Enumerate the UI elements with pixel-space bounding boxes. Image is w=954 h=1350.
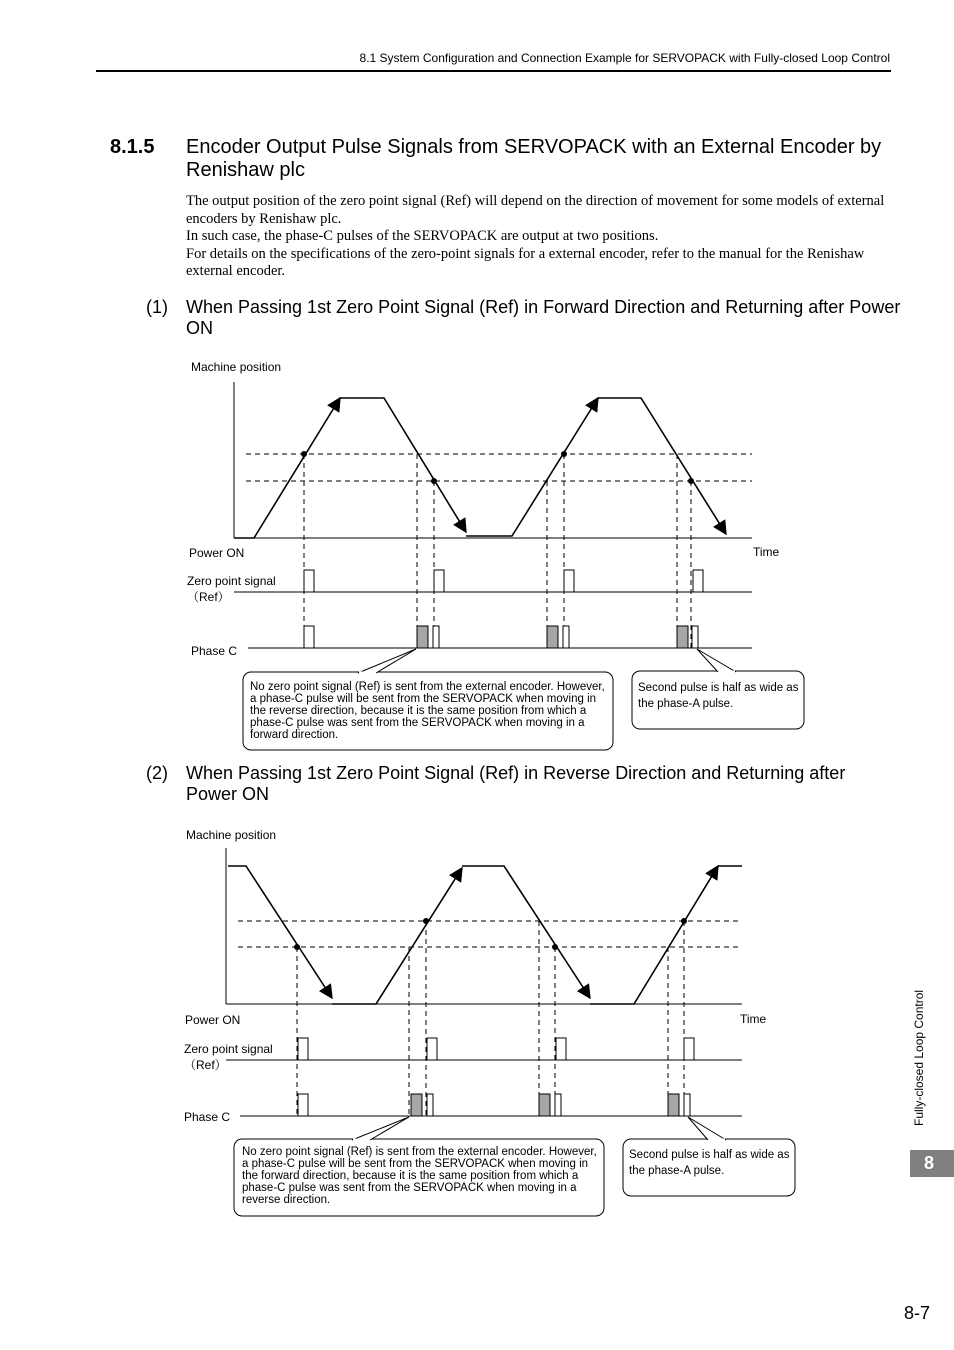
phase-c-pulse-half: [433, 626, 439, 648]
ref-pulse: [693, 570, 703, 592]
phase-c-pulse-half: [684, 1094, 690, 1116]
time-label: Time: [740, 1012, 767, 1026]
ref-pulse: [556, 1038, 566, 1060]
trajectory-fall-2: [598, 398, 726, 534]
callout-right-text: Second pulse is half as wide as the phase-A pulse.: [638, 682, 799, 710]
phase-c-pulse-gray: [539, 1094, 550, 1116]
ref-pulse: [298, 1038, 308, 1060]
phase-c-pulse-gray: [411, 1094, 422, 1116]
trajectory-rise-1: [234, 398, 340, 538]
subsection-2-number: (2): [146, 763, 168, 783]
phase-c-pulse: [304, 626, 314, 648]
callout-right-pointer: [688, 1117, 726, 1140]
time-label: Time: [753, 545, 780, 559]
machine-position-label: Machine position: [191, 360, 282, 374]
ref-pulse: [304, 570, 314, 592]
paragraph-2: In such case, the phase-C pulses of the SERVOPACK are output at two positions.: [186, 228, 659, 244]
ref-pulse: [684, 1038, 694, 1060]
phase-c-pulse-gray: [677, 626, 688, 648]
section-title: Encoder Output Pulse Signals from SERVOPACK with an External Encoder by Renishaw plc: [186, 136, 882, 181]
chapter-tab: 8: [910, 1150, 954, 1177]
trajectory-rise-1: [332, 868, 462, 1004]
callout-left-text: No zero point signal (Ref) is sent from the external encoder. However, a phase-C pulse will be sent from the SERVOPACK when moving in the reverse direction, because it is the same position from which a phase-C pulse was sent from the SERVOPACK when moving in a forward direction.: [250, 681, 605, 741]
chapter-side-label: Fully-closed Loop Control: [912, 989, 926, 1126]
timing-diagram-reverse: [0, 818, 954, 1238]
ref-label: （Ref）: [184, 1058, 227, 1072]
trajectory-rise-2: [466, 398, 598, 536]
ref-label: （Ref）: [187, 590, 230, 604]
phase-c-pulse-gray: [547, 626, 558, 648]
phase-c-label: Phase C: [191, 644, 238, 658]
trajectory-fall-2: [462, 866, 590, 998]
running-header: 8.1 System Configuration and Connection Example for SERVOPACK with Fully-closed Loop Control: [359, 51, 890, 65]
phase-c-pulse-gray: [668, 1094, 679, 1116]
trajectory-fall-1: [340, 398, 466, 532]
paragraph-1: The output position of the zero point signal (Ref) will depend on the direction of movement for some models of external encoders by Renishaw plc.: [186, 193, 885, 227]
phase-c-label: Phase C: [184, 1110, 231, 1124]
phase-c-pulse-half: [692, 626, 698, 648]
header-rule: [96, 70, 891, 72]
phase-c-pulse-gray: [417, 626, 428, 648]
subsection-1-title: When Passing 1st Zero Point Signal (Ref) in Forward Direction and Returning after Power ON: [186, 297, 901, 338]
zero-point-signal-label: Zero point signal: [187, 574, 276, 588]
phase-c-pulse: [298, 1094, 308, 1116]
phase-c-pulse-half: [563, 626, 569, 648]
section-body: [186, 193, 898, 281]
callout-left-text: No zero point signal (Ref) is sent from the external encoder. However, a phase-C pulse will be sent from the SERVOPACK when moving in the forward direction, because it is the same position from which a phase-C pulse was sent from the SERVOPACK when moving in a reverse direction.: [242, 1146, 597, 1206]
ref-pulse: [564, 570, 574, 592]
subsection-2-title: When Passing 1st Zero Point Signal (Ref) in Reverse Direction and Returning after Power ON: [186, 763, 846, 804]
ref-pulse: [427, 1038, 437, 1060]
power-on-label: Power ON: [189, 546, 245, 560]
phase-c-pulse-half: [427, 1094, 433, 1116]
subsection-1-number: (1): [146, 297, 168, 317]
paragraph-3: For details on the specifications of the zero-point signals for a external encoder, refer to the manual for the Renishaw external encoder.: [186, 245, 865, 279]
callout-left-pointer: [352, 1117, 409, 1140]
callout-right-pointer: [697, 649, 736, 672]
ref-pulse: [434, 570, 444, 592]
trajectory-fall-1: [228, 866, 332, 998]
trajectory-rise-2: [590, 866, 718, 1004]
callout-right-text: Second pulse is half as wide as the phase-A pulse.: [629, 1149, 790, 1177]
callout-left-pointer: [358, 649, 416, 673]
zero-point-signal-label: Zero point signal: [184, 1042, 273, 1056]
timing-diagram-forward: [0, 350, 954, 770]
power-on-label: Power ON: [185, 1013, 241, 1027]
phase-c-pulse-half: [555, 1094, 561, 1116]
page-number: 8-7: [903, 1303, 930, 1323]
section-number: 8.1.5: [110, 136, 155, 158]
machine-position-label: Machine position: [186, 828, 277, 842]
